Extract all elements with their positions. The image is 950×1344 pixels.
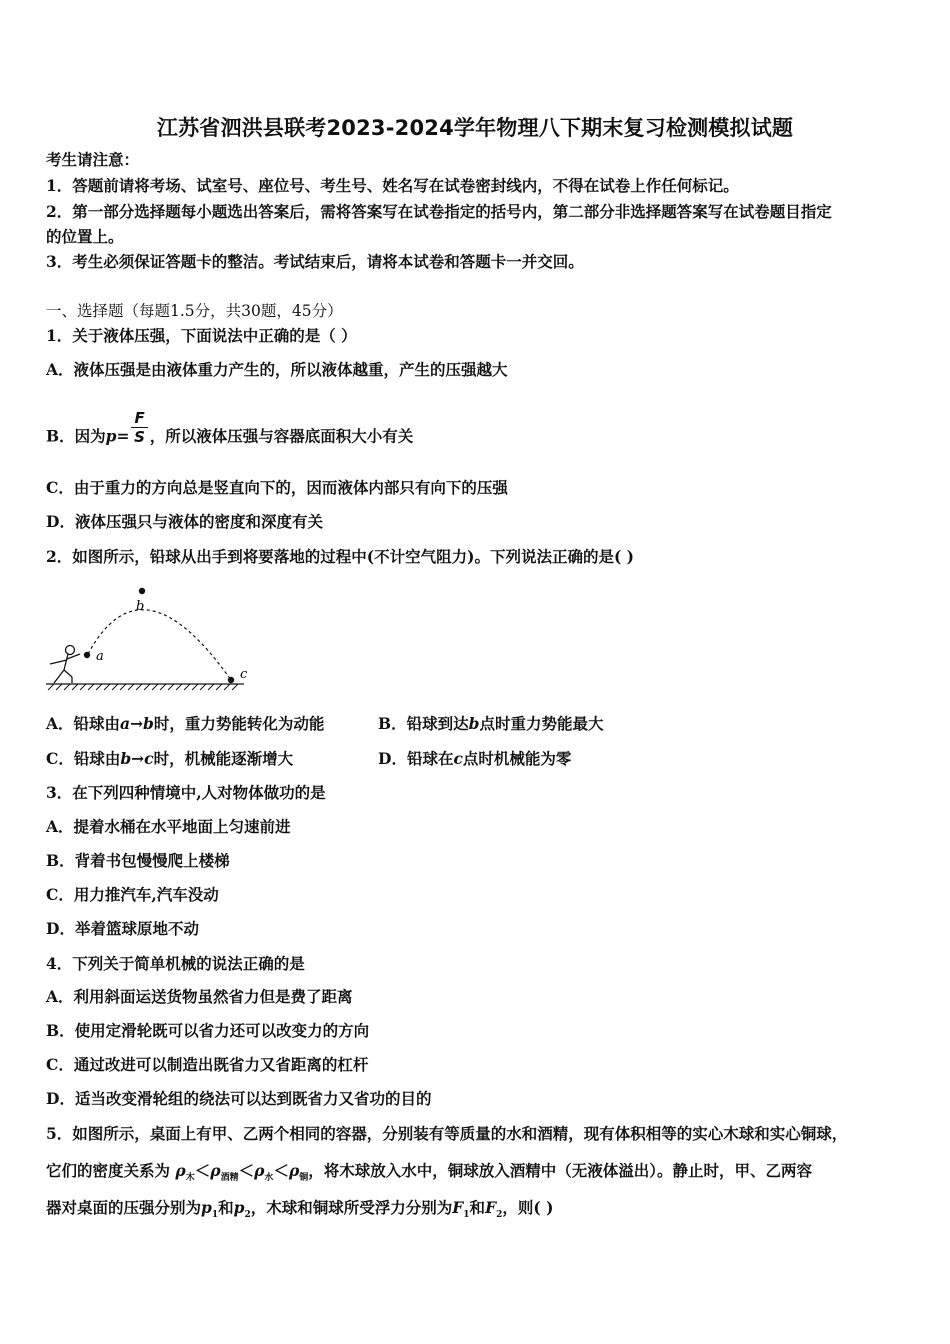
subscript-1: 1 [463, 1210, 470, 1221]
q2-option-a-prefix: A．铅球由 [46, 714, 121, 733]
force-f2: F [485, 1198, 497, 1217]
q1-fraction-denominator: S [134, 428, 145, 446]
q4-option-c: C．通过改进可以制造出既省力又省距离的杠杆 [46, 1055, 369, 1074]
q3-stem: 3．在下列四种情境中,人对物体做功的是 [46, 783, 326, 802]
q1-option-c: C．由于重力的方向总是竖直向下的，因而液体内部只有向下的压强 [46, 478, 508, 497]
less-than-3: ＜ [273, 1161, 289, 1180]
q4-option-d: D．适当改变滑轮组的绕法可以达到既省力又省功的目的 [46, 1089, 432, 1108]
rho-symbol: ρ [254, 1161, 265, 1180]
q5-line-1: 5．如图所示，桌面上有甲、乙两个相同的容器，分别装有等质量的水和酒精，现有体积相等的实心木球和实心铜球， [46, 1124, 848, 1143]
q2-option-c [46, 749, 293, 769]
q1-fraction [131, 409, 147, 446]
q1-formula-p: p= [105, 426, 130, 446]
notice-item-1: 1．答题前请将考场、试室号、座位号、考生号、姓名写在试卷密封线内，不得在试卷上作任何标记。 [46, 176, 739, 195]
and-word: 和 [218, 1198, 234, 1217]
q5-line-3-prefix: 器对桌面的压强分别为 [46, 1198, 202, 1217]
notice-heading: 考生请注意： [46, 150, 140, 169]
rho-water-subscript: 水 [264, 1173, 274, 1184]
and-word: 和 [469, 1198, 486, 1217]
pressure-p1: p [201, 1198, 212, 1217]
force-f1: F [452, 1198, 464, 1217]
q2-option-c-variable: b→c [120, 749, 154, 768]
page-title: 江苏省泗洪县联考2023-2024学年物理八下期末复习检测模拟试题 [156, 116, 794, 140]
notice-item-2: 2．第一部分选择题每小题选出答案后，需将答案写在试卷指定的括号内，第二部分非选择题答案写在试卷题目指定 [46, 202, 832, 221]
thrower-figure [50, 646, 80, 684]
q1-option-d: D．液体压强只与液体的密度和深度有关 [46, 512, 323, 531]
q4-option-b: B．使用定滑轮既可以省力还可以改变力的方向 [46, 1021, 370, 1040]
q5-line-3-middle: ，木球和铜球所受浮力分别为 [250, 1198, 453, 1217]
ball-b [139, 588, 145, 594]
label-b: b [136, 599, 145, 614]
less-than-2: ＜ [238, 1161, 255, 1180]
q1-option-b [46, 409, 414, 456]
q2-option-b-variable: b [468, 714, 480, 733]
rho-copper-subscript: 铜 [299, 1173, 309, 1184]
label-a: a [96, 649, 104, 664]
q5-line-3 [46, 1198, 553, 1225]
q2-option-a-variable: a→b [120, 714, 154, 733]
q1-option-a: A．液体压强是由液体重力产生的，所以液体越重，产生的压强越大 [46, 360, 508, 379]
q1-fraction-numerator: F [131, 409, 147, 428]
q3-option-a: A．提着水桶在水平地面上匀速前进 [46, 817, 291, 836]
q2-option-d [378, 749, 571, 769]
q2-option-b-prefix: B．铅球到达 [378, 714, 469, 733]
subscript-1: 1 [211, 1210, 219, 1221]
q3-option-c: C．用力推汽车,汽车没动 [46, 885, 219, 904]
rho-symbol: ρ [210, 1161, 221, 1180]
q3-option-b: B．背着书包慢慢爬上楼梯 [46, 851, 230, 870]
q2-option-c-suffix: 时，机械能逐渐增大 [153, 749, 294, 768]
rho-wood-subscript: 木 [185, 1173, 195, 1184]
ball-c [228, 677, 234, 683]
q2-option-b [378, 714, 603, 734]
less-than-1: ＜ [194, 1161, 211, 1180]
subscript-2: 2 [244, 1210, 251, 1221]
q1-stem: 1．关于液体压强，下面说法中正确的是（ ） [46, 326, 357, 345]
rho-alcohol-subscript: 酒精 [220, 1173, 239, 1184]
trajectory-path [88, 610, 231, 680]
q4-stem: 4．下列关于简单机械的说法正确的是 [46, 954, 305, 973]
q3-option-d: D．举着篮球原地不动 [46, 919, 199, 938]
q5-line-2-suffix: ，将木球放入水中，铜球放入酒精中（无液体溢出）。静止时，甲、乙两容 [308, 1161, 813, 1180]
q2-option-c-prefix: C．铅球由 [46, 749, 121, 768]
pressure-p2: p [233, 1198, 245, 1217]
notice-item-3: 3．考生必须保证答题卡的整洁。考试结束后，请将本试卷和答题卡一并交回。 [46, 252, 584, 271]
q2-option-d-variable: c [453, 749, 463, 768]
q2-option-a-suffix: 时，重力势能转化为动能 [153, 714, 325, 733]
q2-option-d-suffix: 点时机械能为零 [462, 749, 572, 768]
subscript-2: 2 [496, 1210, 503, 1221]
rho-symbol: ρ [175, 1161, 186, 1180]
q2-option-a [46, 714, 324, 734]
q5-line-3-suffix: ，则( ) [502, 1198, 554, 1217]
shot-put-figure [44, 582, 254, 692]
label-c: c [240, 667, 248, 682]
q2-stem: 2．如图所示，铅球从出手到将要落地的过程中(不计空气阻力)。下列说法正确的是( ) [46, 547, 635, 566]
ground-hatching [48, 684, 238, 690]
notice-item-2-cont: 的位置上。 [46, 227, 124, 246]
ball-a [84, 652, 90, 658]
section-heading: 一、选择题（每题1.5分，共30题，45分） [46, 302, 343, 320]
q1-option-b-suffix: ，所以液体压强与容器底面积大小有关 [149, 426, 414, 446]
q1-option-b-prefix: B．因为 [46, 426, 106, 446]
q2-option-d-prefix: D．铅球在 [378, 749, 454, 768]
q5-line-2 [46, 1161, 812, 1188]
q5-line-2-prefix: 它们的密度关系为 [46, 1161, 171, 1180]
q2-option-b-suffix: 点时重力势能最大 [479, 714, 604, 733]
q4-option-a: A．利用斜面运送货物虽然省力但是费了距离 [46, 987, 353, 1006]
rho-symbol: ρ [288, 1161, 300, 1180]
